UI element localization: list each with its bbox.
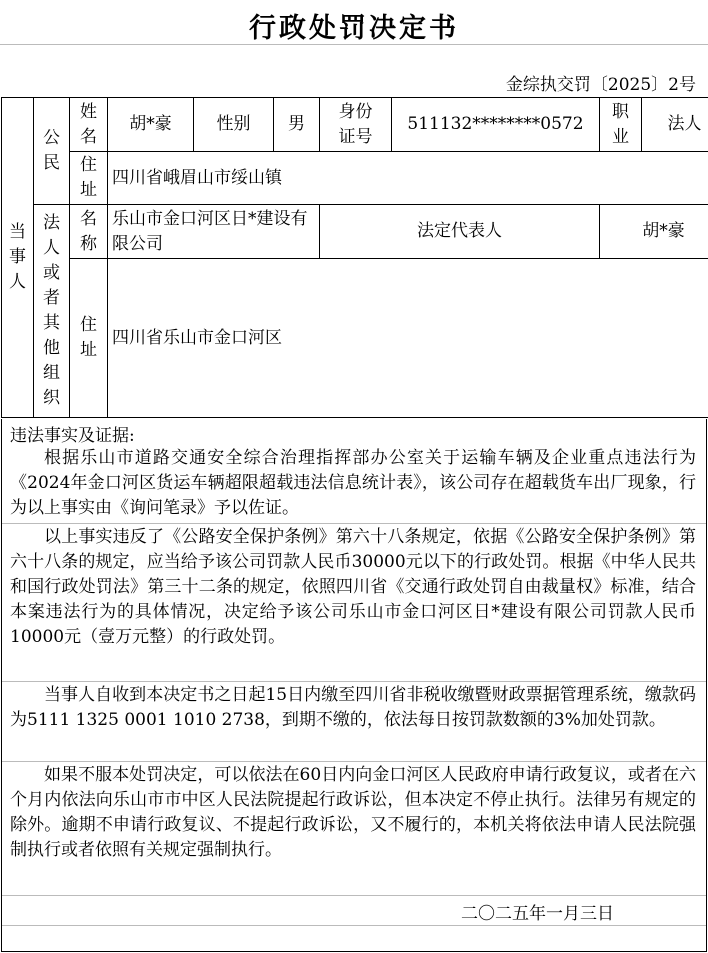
org-label: 法人或者其他组织: [34, 205, 70, 418]
legal-rep-value: 胡*豪: [600, 205, 708, 259]
document-title: 行政处罚决定书: [249, 13, 459, 44]
org-name-value: 乐山市金口河区日*建设有限公司: [108, 205, 320, 259]
decision-date: 二〇二五年一月三日: [461, 904, 614, 924]
id-value: 511132********0572: [392, 98, 600, 152]
divider: [2, 761, 706, 762]
divider: [2, 681, 706, 682]
divider: [2, 925, 706, 926]
paragraph-appeal: 如果不服本处罚决定，可以依法在60日内向金口河区人民政府申请行政复议，或者在六个月内依法向乐山市市中区人民法院提起行政诉讼，但本决定不停止执行。法律另有规定的除外。逾期不申请行政复议、不提起行政诉讼，又不履行的，本机关将依法申请人民法院强制执行或者依照有关规定强制执行。: [10, 765, 696, 860]
paragraph-payment: 当事人自收到本决定书之日起15日内缴至四川省非税收缴暨财政票据管理系统，缴款码为5111 1325 0001 1010 2738，到期不缴的，依法每日按罚款数额的3%加处罚款。: [10, 685, 696, 730]
occupation-label: 职业: [600, 98, 642, 152]
org-name-label: 名称: [70, 205, 108, 259]
address-value: 四川省峨眉山市绥山镇: [108, 152, 708, 205]
divider: [2, 523, 706, 524]
address-label: 住址: [70, 152, 108, 205]
party-info-table: [1, 97, 708, 418]
org-address-label: 住址: [70, 259, 108, 418]
id-label: 身份证号: [320, 98, 392, 152]
gender-label: 性别: [194, 98, 274, 152]
party-label-text: 当事人: [9, 222, 26, 292]
name-value: 胡*豪: [108, 98, 194, 152]
divider: [2, 895, 706, 896]
party-label: [2, 98, 34, 418]
legal-rep-label: 法定代表人: [320, 205, 600, 259]
title-divider: [0, 44, 708, 45]
document-number: 金综执交罚〔2025〕2号: [505, 75, 696, 95]
occupation-value: 法人: [642, 98, 708, 152]
decision-body: [1, 419, 707, 952]
org-address-value: 四川省乐山市金口河区: [108, 259, 708, 418]
gender-value: 男: [274, 98, 320, 152]
paragraph-facts: 根据乐山市道路交通安全综合治理指挥部办公室关于运输车辆及企业重点违法行为《2024年金口河区货运车辆超限超载违法信息统计表》，该公司存在超载货车出厂现象，行为以上事实由《询问笔录》予以佐证。: [10, 448, 696, 518]
paragraph-penalty: 以上事实违反了《公路安全保护条例》第六十八条规定，依据《公路安全保护条例》第六十八条的规定，应当给予该公司罚款人民币30000元以下的行政处罚。根据《中华人民共和国行政处罚法》第三十二条的规定，依照四川省《交通行政处罚自由裁量权》标准，结合本案违法行为的具体情况，决定给予该公司乐山市金口河区日*建设有限公司罚款人民币10000元（壹万元整）的行政处罚。: [10, 527, 696, 647]
facts-heading: 违法事实及证据:: [10, 426, 135, 446]
citizen-label: 公民: [34, 98, 70, 205]
name-label: 姓名: [70, 98, 108, 152]
